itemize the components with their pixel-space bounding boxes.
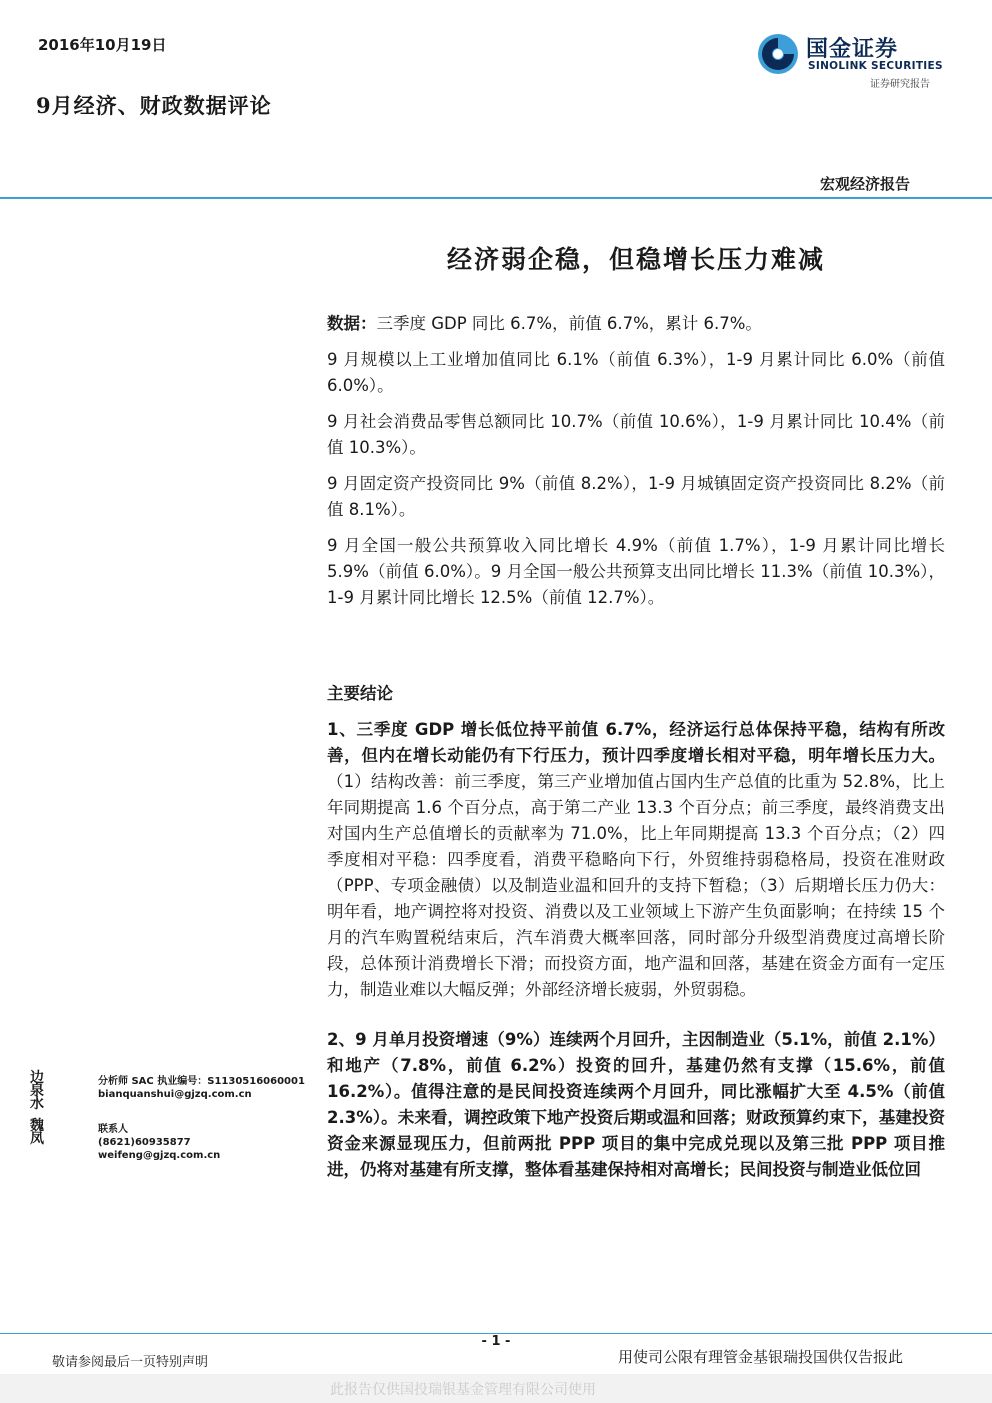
header-divider [0,197,992,199]
watermark-text: 此报告仅供国投瑞银基金管理有限公司使用 [330,1382,596,1398]
analyst-name: 边泉水 [30,1070,44,1112]
contact-info: 联系人 (8621)60935877 weifeng@gjzq.com.cn [98,1123,318,1162]
main-content [327,311,945,1207]
conclusion-paragraph-1: 1、三季度 GDP 增长低位持平前值 6.7%，经济运行总体保持平稳，结构有所改善，但内在增长动能仍有下行压力，预计四季度增长相对平稳，明年增长压力大。（1）结构改善：前三季度，第三产业增加值占国内生产总值的比重为 52.8%，比上年同期提高 1.6 个百分点，高于第二产业 13.3 个百分点；前三季度，最终消费支出对国内生产总值增长的贡献率为 71.0%，比上年同期提高 13.3 个百分点；（2）四季度相对平稳：四季度看，消费平稳略向下行，外贸维持弱稳格局，投资在准财政（PPP、专项金融债）以及制造业温和回升的支持下暂稳；（3）后期增长压力仍大：明年看，地产调控将对投资、消费以及工业领域上下游产生负面影响；在持续 15 个月的汽车购置税结束后，汽车消费大概率回落，同时部分升级型消费度过高增长阶段，总体预计消费增长下滑；而投资方面，地产温和回落，基建在资金方面有一定压力，制造业难以大幅反弹；外部经济增长疲弱，外贸弱稳。 [327,720,945,999]
conclusions-title: 主要结论 [327,684,393,703]
data-item-retail: 9 月社会消费品零售总额同比 10.7%（前值 10.6%），1-9 月累计同比 10.4%（前值 10.3%）。 [327,412,945,457]
sinolink-logo [756,30,956,90]
watermark-bar [0,1374,992,1403]
data-label: 数据： [327,314,377,333]
analyst-email: bianquanshui@gjzq.com.cn [98,1089,252,1100]
data-item-industry: 9 月规模以上工业增加值同比 6.1%（前值 6.3%），1-9 月累计同比 6.0%（前值 6.0%）。 [327,350,945,395]
data-item-investment: 9 月固定资产投资同比 9%（前值 8.2%），1-9 月城镇固定资产投资同比 8.2%（前值 8.1%）。 [327,474,945,519]
footer-right-text: 用使司公限有理管金基银瑞投国供仅告报此 [618,1348,904,1366]
headline: 经济弱企稳，但稳增长压力难减 [446,245,825,274]
logo-name-cn: 国金证券 [806,37,899,62]
conclusion-paragraph-2: 2、9 月单月投资增速（9%）连续两个月回升，主因制造业（5.1%，前值 2.1%）和地产（7.8%，前值 6.2%）投资的回升，基建仍然有支撑（15.6%，前值 16.2%）。值得注意的是民间投资连续两个月回升，同比涨幅扩大至 4.5%（前值 2.3%）。未来看，调控政策下地产投资后期或温和回落；财政预算约束下，基建投资资金来源显现压力，但前两批 PPP 项目的集中完成兑现以及第三批 PPP 项目推进，仍将对基建有所支撑，整体看基建保持相对高增长；民间投资与制造业低位回 [327,1030,945,1179]
data-item-gdp: 数据：三季度 GDP 同比 6.7%，前值 6.7%，累计 6.7%。 [327,314,762,333]
footer-disclaimer: 敬请参阅最后一页特别声明 [52,1355,209,1370]
page-number: - 1 - [481,1334,511,1349]
report-date: 2016年10月19日 [38,36,167,54]
contact-name: 魏凤 [30,1118,44,1147]
data-item-fiscal: 9 月全国一般公共预算收入同比增长 4.9%（前值 1.7%），1-9 月累计同比增长 5.9%（前值 6.0%）。9 月全国一般公共预算支出同比增长 11.3%（前值 10.3%），1-9 月累计同比增长 12.5%（前值 12.7%）。 [327,536,945,607]
logo-name-en: SINOLINK SECURITIES [808,60,943,72]
analyst-info: 分析师 SAC 执业编号：S1130516060001 bianquanshui@gjzq.com.cn [98,1075,318,1101]
contact-email: weifeng@gjzq.com.cn [98,1150,221,1161]
report-category: 宏观经济报告 [820,175,911,193]
contact-phone: (8621)60935877 [98,1137,191,1148]
logo-subtitle: 证券研究报告 [870,79,930,90]
sinolink-logo-icon [756,32,800,76]
report-title: 9月经济、财政数据评论 [36,93,272,118]
